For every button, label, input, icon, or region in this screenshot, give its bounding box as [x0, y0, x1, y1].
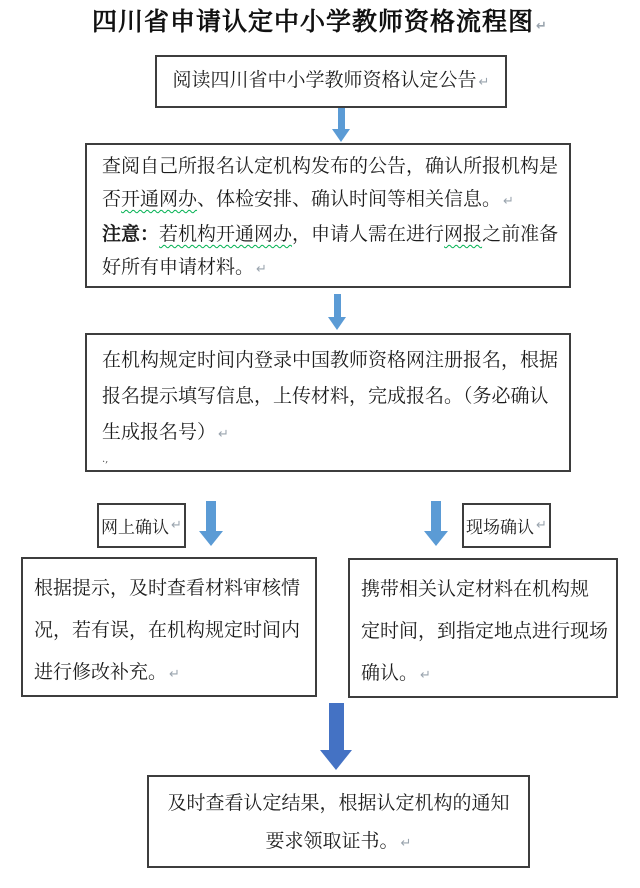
arrow-shaft [329, 703, 344, 750]
arrow-head [332, 129, 350, 142]
step2-line3 [102, 218, 559, 251]
branch-label-online-text: 网上确认 [101, 518, 170, 538]
step2-line2-pre: 否 [102, 188, 122, 210]
step2-line3-post: 之前准备 [482, 223, 559, 245]
step2-note-label: 注意： [102, 223, 160, 245]
step3-line3-text: 生成报名号） [102, 421, 217, 443]
step3-line2-text: 报名提示填写信息，上传材料，完成报名。（务必确认 [102, 385, 549, 407]
step1-box [155, 55, 507, 108]
arrow-head [328, 317, 346, 330]
branch-label-online [97, 503, 186, 548]
branch-label-onsite [462, 503, 551, 548]
step2-line3-mid: ，申请人需在进行 [292, 223, 445, 245]
branch-left-line1 [34, 567, 304, 609]
step2-line3-wavy2: 网报 [444, 223, 483, 245]
step2-line2-wavy: 开通网办 [121, 188, 198, 210]
arrow-branch-left [199, 501, 223, 546]
step2-box [85, 143, 571, 288]
step3-stray-mark: ., [102, 454, 109, 465]
step3-line2 [102, 378, 554, 414]
final-line2 [157, 822, 520, 863]
branch-right-line2-text: 定时间，到指定地点进行现场 [361, 620, 609, 642]
step2-line4-text: 好所有申请材料。 [102, 256, 255, 278]
pilcrow-mark: ↵ [171, 518, 182, 533]
arrow-shaft [338, 108, 345, 129]
pilcrow-mark: ↵ [503, 194, 514, 209]
step3-line3 [102, 414, 554, 453]
pilcrow-mark: ↵ [536, 518, 547, 533]
step1-text-content: 阅读四川省中小学教师资格认定公告 [172, 69, 477, 91]
arrow-shaft [334, 294, 341, 317]
arrow-head [424, 531, 448, 546]
step3-line1-text: 在机构规定时间内登录中国教师资格网注册报名，根据 [102, 349, 559, 371]
pilcrow-mark: ↵ [420, 668, 431, 683]
arrow-step1-to-step2 [332, 108, 350, 142]
flowchart-title-text: 四川省申请认定中小学教师资格流程图 [92, 7, 535, 36]
branch-left-line1-text: 根据提示，及时查看材料审核情 [34, 577, 301, 599]
pilcrow-mark: ↵ [256, 262, 267, 277]
arrow-shaft [431, 501, 441, 531]
final-line1 [157, 784, 520, 822]
step3-box [85, 333, 571, 472]
branch-right-line2 [361, 610, 609, 652]
step2-line2-post: 、体检安排、确认时间等相关信息。 [197, 188, 502, 210]
step1-text [173, 64, 490, 99]
pilcrow-mark: ↵ [400, 836, 412, 851]
branch-right-line3 [361, 652, 605, 697]
branch-right-line1-text: 携带相关认定材料在机构规 [361, 578, 590, 600]
step2-line4 [102, 251, 554, 286]
arrow-to-final [320, 703, 352, 770]
step3-line1 [102, 342, 559, 378]
branch-left-line3 [34, 651, 304, 696]
step2-line2 [102, 183, 554, 218]
branch-right-box [348, 558, 618, 698]
arrow-head [320, 750, 352, 770]
branch-label-onsite-text: 现场确认 [466, 518, 535, 538]
pilcrow-mark: ↵ [536, 19, 548, 34]
flowchart-title [0, 2, 640, 38]
final-line2-text: 要求领取证书。 [265, 830, 399, 852]
branch-left-line2-text: 况，若有误，在机构规定时间内 [34, 619, 301, 641]
pilcrow-mark: ↵ [169, 667, 180, 682]
branch-right-line3-text: 确认。 [361, 662, 419, 684]
step2-line3-wavy1: 若机构开通网办 [159, 223, 293, 245]
pilcrow-mark: ↵ [218, 427, 229, 442]
arrow-branch-right [424, 501, 448, 546]
arrow-step2-to-step3 [328, 294, 346, 330]
arrow-shaft [206, 501, 216, 531]
branch-right-line1 [361, 568, 605, 610]
pilcrow-mark: ↵ [478, 75, 490, 90]
step2-line1-text: 查阅自己所报名认定机构发布的公告，确认所报机构是 [102, 155, 559, 177]
arrow-head [199, 531, 223, 546]
branch-left-box [21, 557, 317, 697]
branch-left-line2 [34, 609, 304, 651]
final-line1-text: 及时查看认定结果，根据认定机构的通知 [167, 792, 510, 814]
step2-line1 [102, 150, 559, 183]
final-box [147, 775, 530, 868]
branch-left-line3-text: 进行修改补充。 [34, 661, 168, 683]
